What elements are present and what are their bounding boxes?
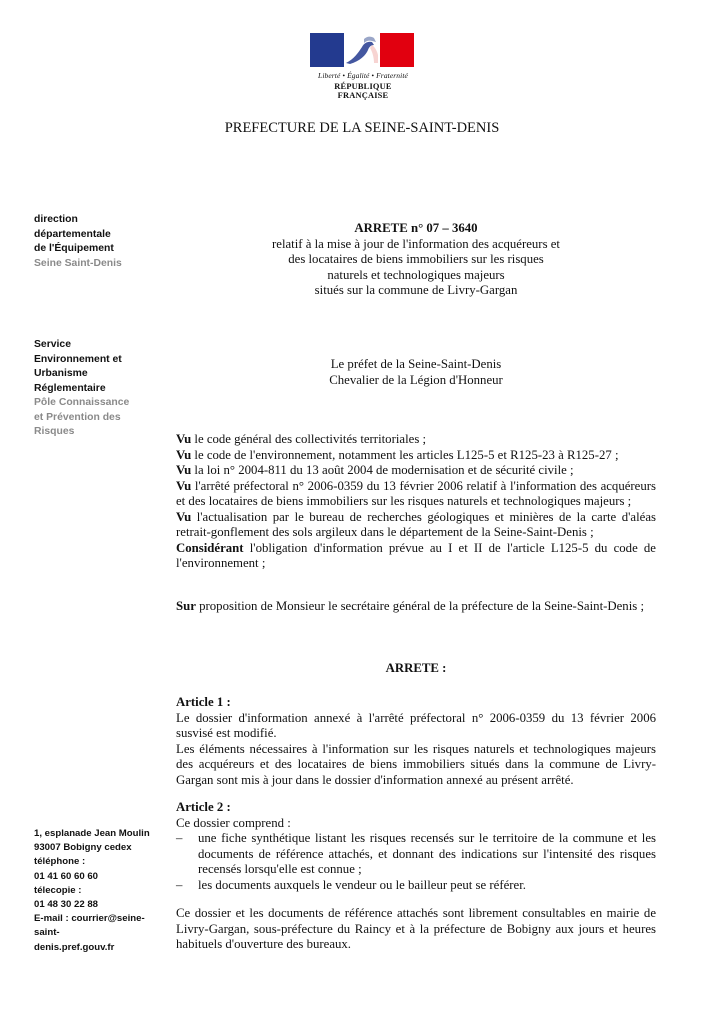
address-line: E-mail : courrier@seine- bbox=[34, 913, 145, 925]
prefecture-heading: PREFECTURE DE LA SEINE-SAINT-DENIS bbox=[224, 120, 500, 136]
arrete-title-line: relatif à la mise à jour de l'information des acquéreurs et bbox=[272, 236, 560, 251]
sidebar-direction-line: direction bbox=[34, 214, 78, 225]
sur-proposition: Sur proposition de Monsieur le secrétaire général de la préfecture de la Seine-Saint-Denis ; bbox=[176, 599, 644, 613]
article-1 bbox=[176, 695, 656, 788]
prefet-block bbox=[176, 357, 656, 388]
sidebar-service bbox=[34, 338, 164, 440]
address-line: 1, esplanade Jean Moulin bbox=[34, 828, 150, 839]
arrete-title-block bbox=[176, 221, 656, 299]
arrete-number: ARRETE n° 07 – 3640 bbox=[354, 221, 478, 235]
considerant-item: Vu l'actualisation par le bureau de recherches géologiques et minières de la carte d'aléas retrait-gonflement des sols argileux dans le département de la Seine-Saint-Denis ; bbox=[176, 509, 656, 539]
sidebar-direction bbox=[34, 213, 164, 271]
arrete-title-line: situés sur la commune de Livry-Gargan bbox=[314, 283, 518, 297]
article-2-intro: Ce dossier comprend : bbox=[176, 815, 291, 830]
considerant-item: Vu le code de l'environnement, notamment les articles L125-5 et R125-23 à R125-27 ; bbox=[176, 447, 619, 462]
prefet-line: Le préfet de la Seine-Saint-Denis bbox=[330, 357, 502, 371]
considerant-item: Vu l'arrêté préfectoral n° 2006-0359 du 13 février 2006 relatif à l'information des acquéreurs et des locataires de biens immobiliers sur les risques naturels et technologiques majeurs ; bbox=[176, 478, 656, 508]
address-line: 01 41 60 60 60 bbox=[34, 870, 99, 882]
address-line: denis.pref.gouv.fr bbox=[34, 941, 115, 953]
arrete-heading: ARRETE : bbox=[385, 661, 447, 675]
article-1-para: Les éléments nécessaires à l'information sur les risques naturels et technologiques majeurs des acquéreurs et des locataires de biens immobiliers situés dans la commune de Livry-Gargan sont mis à jour dans le dossier d'information annexé au présent arrêté. bbox=[176, 741, 656, 787]
considerant-item: Vu le code général des collectivités territoriales ; bbox=[176, 432, 427, 446]
sidebar-direction-line: départementale bbox=[34, 228, 111, 240]
final-paragraph: Ce dossier et les documents de référence attachés sont librement consultables en mairie de Livry-Gargan, sous-préfecture du Raincy et à la préfecture de Bobigny aux jours et heures habituels d'ouverture des bureaux. bbox=[176, 906, 656, 951]
article-1-para: Le dossier d'information annexé à l'arrêté préfectoral n° 2006-0359 du 13 février 2006 susvisé est modifié. bbox=[176, 710, 656, 740]
sidebar-direction-sub: Seine Saint-Denis bbox=[34, 257, 122, 269]
arrete-title-line: naturels et technologiques majeurs bbox=[327, 267, 505, 282]
arrete-title-line: des locataires de biens immobiliers sur les risques bbox=[288, 252, 544, 266]
logo-motto: Liberté • Égalité • Fraternité bbox=[318, 71, 408, 80]
address-line: téléphone : bbox=[34, 856, 86, 868]
sidebar-service-line: Urbanisme bbox=[34, 368, 88, 379]
marianne-flag-icon bbox=[310, 33, 414, 67]
sidebar-service-line: Environnement et bbox=[34, 353, 122, 365]
considerant-item: Considérant l'obligation d'information prévue au I et II de l'article L125-5 du code de l'environnement ; bbox=[176, 540, 656, 570]
article-2 bbox=[176, 800, 656, 893]
sidebar-address bbox=[34, 827, 164, 955]
considerants bbox=[176, 432, 656, 572]
address-line: 93007 Bobigny cedex bbox=[34, 842, 132, 854]
article-2-list-item: – une fiche synthétique listant les risques recensés sur le territoire de la commune et les documents de référence attachés, et donnant des indications sur l'intensité des risques recensés lorsqu'elle est connue ; bbox=[176, 831, 656, 876]
prefet-line: Chevalier de la Légion d'Honneur bbox=[329, 372, 503, 387]
address-line: 01 48 30 22 88 bbox=[34, 899, 99, 911]
article-1-heading: Article 1 : bbox=[176, 695, 231, 709]
address-line: saint- bbox=[34, 927, 60, 939]
article-2-heading: Article 2 : bbox=[176, 800, 231, 814]
sidebar-service-sub: Pôle Connaissance bbox=[34, 397, 130, 408]
sidebar-service-sub: et Prévention des bbox=[34, 411, 121, 423]
sidebar-service-sub: Risques bbox=[34, 426, 75, 437]
logo-republique: RÉPUBLIQUE FRANÇAISE bbox=[334, 82, 392, 100]
address-line: télecopie : bbox=[34, 884, 82, 896]
article-2-list-item: – les documents auxquels le vendeur ou le bailleur peut se référer. bbox=[176, 877, 526, 892]
sidebar-service-line: Service bbox=[34, 339, 71, 350]
republique-francaise-logo bbox=[310, 33, 416, 100]
sidebar-direction-line: de l'Équipement bbox=[34, 243, 114, 254]
considerant-item: Vu la loi n° 2004-811 du 13 août 2004 de modernisation et de sécurité civile ; bbox=[176, 463, 574, 477]
sidebar-service-line: Réglementaire bbox=[34, 382, 106, 394]
